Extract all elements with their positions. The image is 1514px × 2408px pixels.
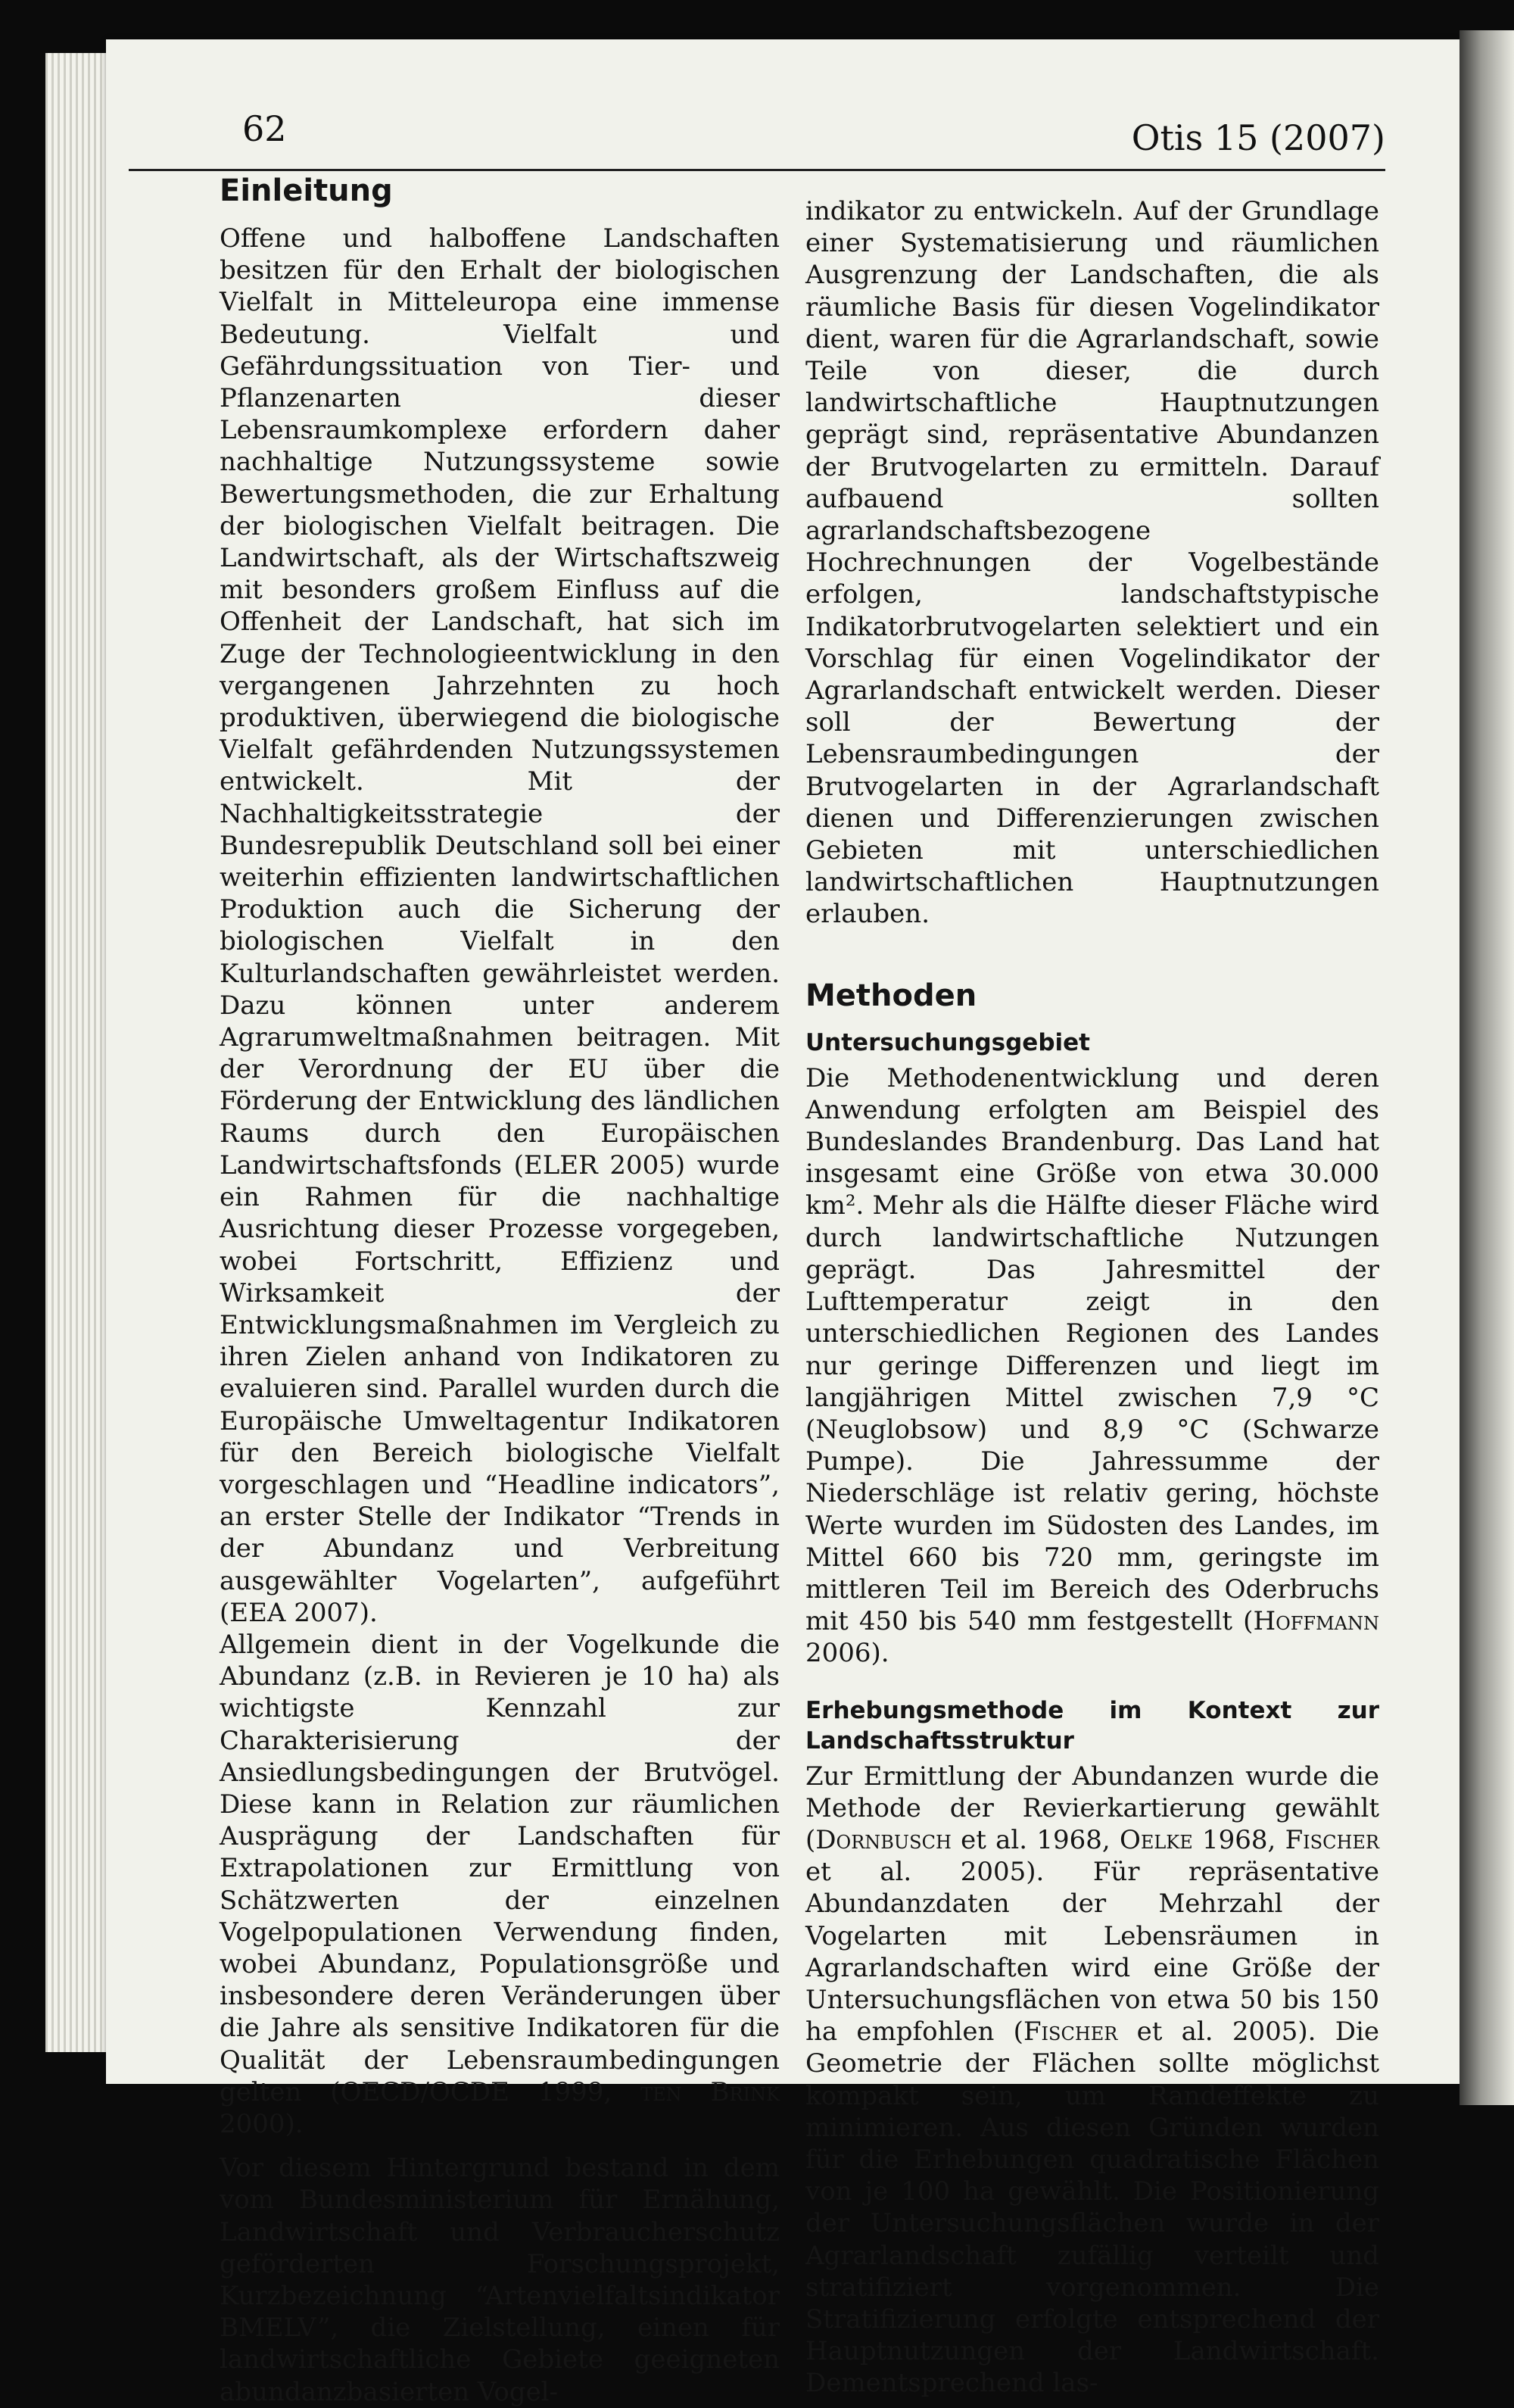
page-number: 62 bbox=[242, 108, 287, 149]
text-span: Zur Ermittlung der Abundanzen wurde die Methode der Revierkartierung gewählt ( bbox=[805, 1761, 1379, 1855]
text-span: 1968, bbox=[1192, 1824, 1285, 1855]
author-name: ten Brink bbox=[640, 2076, 780, 2107]
author-name: Fischer bbox=[1023, 2017, 1118, 2048]
heading-einleitung: Einleitung bbox=[220, 173, 393, 208]
journal-citation: Otis 15 (2007) bbox=[1131, 117, 1385, 158]
text-span: 2000). bbox=[220, 2108, 304, 2139]
paragraph-intro-2 bbox=[220, 1629, 780, 2140]
right-column bbox=[805, 195, 1379, 2400]
paragraph-continued: indikator zu entwickeln. Auf der Grundlage einer Systematisierung und räumlichen Ausgrenzung der Landschaften, die als räumliche Basis für diesen Vogelindikator dient, waren für die Agrarlandschaft, sowie Teile von dieser, die durch landwirtschaftliche Hauptnutzungen geprägt sind, repräsentative Abundanzen der Brutvogelarten zu ermitteln. Darauf aufbauend sollten agrarlandschaftsbezogene Hochrechnungen der Vogelbestände erfolgen, landschaftstypische Indikatorbrutvogelarten selektiert und ein Vorschlag für einen Vogelindikator der Agrarlandschaft entwickelt werden. Dieser soll der Bewertung der Lebensraumbedingungen der Brutvogelarten in der Agrarlandschaft dienen und Differenzierungen zwischen Gebieten mit unterschiedlichen landwirtschaftlichen Hauptnutzungen erlauben. bbox=[805, 196, 1379, 930]
text-span: et al. 2005). Die Geometrie der Flächen sollte möglichst kompakt sein, um Randeffekte zu minimieren. Aus diesen Gründen wurden für die Erhebungen quadratische Flächen von je 100 ha gewählt. Die Positionierung der Untersuchungsflächen wurde in der Agrarlandschaft zufällig verteilt und stratifiziert vorgenommen. Die Stratifizierung erfolgte entsprechend der Hauptnutzungen der Landwirtschaft. Dementsprechend las- bbox=[805, 2017, 1379, 2399]
text-span: Allgemein dient in der Vogelkunde die Abundanz (z.B. in Revieren je 10 ha) als wichtigste Kennzahl zur Charakterisierung der Ansiedlungsbedingungen der Brutvögel. Diese kann in Relation zur räumlichen Ausprägung der Landschaften für Extrapolationen zur Ermittlung von Schätzwerten der einzelnen Vogelpopulationen Verwendung finden, wobei Abundanz, Populationsgröße und insbesondere deren Veränderungen über die Jahre als sensitive Indikatoren für die Qualität der Lebensraumbedingungen gelten (OECD/OCDE 1999, bbox=[220, 1629, 780, 2107]
running-header bbox=[129, 102, 1385, 171]
text-span: Die Methodenentwicklung und deren Anwendung erfolgten am Beispiel des Bundeslandes Brandenburg. Das Land hat insgesamt eine Größe von etwa 30.000 km². Mehr als die Hälfte dieser Fläche wird durch landwirtschaftliche Nutzungen geprägt. Das Jahresmittel der Lufttemperatur zeigt in den unterschiedlichen Regionen des Landes nur geringe Differenzen und liegt im langjährigen Mittel zwischen 7,9 °C (Neuglobsow) und 8,9 °C (Schwarze Pumpe). Die Jahressumme der Niederschläge ist relativ gering, höchste Werte wurden im Südosten des Landes, im Mittel 660 bis 720 mm, geringste im mittleren Teil im Bereich des Oderbruchs mit 450 bis 540 mm festgestellt ( bbox=[805, 1062, 1379, 1637]
subheading-erhebungsmethode: Erhebungsmethode im Kontext zur Landschaftsstruktur bbox=[805, 1696, 1379, 1755]
text-span: et al. 1968, bbox=[951, 1824, 1120, 1855]
author-name: Oelke bbox=[1119, 1824, 1193, 1855]
heading-methoden: Methoden bbox=[805, 978, 977, 1013]
text-span: 2006). bbox=[805, 1638, 889, 1669]
paragraph-study-area bbox=[805, 1062, 1379, 1670]
author-name: Fischer bbox=[1285, 1824, 1379, 1855]
text-span: et al. 2005). Für repräsentative Abundanzdaten der Mehrzahl der Vogelarten mit Lebensräumen in Agrarlandschaften wird eine Größe der Untersuchungsflächen von etwa 50 bis 150 ha empfohlen ( bbox=[805, 1857, 1379, 2048]
book-spine bbox=[1459, 30, 1514, 2105]
subheading-untersuchungsgebiet: Untersuchungsgebiet bbox=[805, 1028, 1090, 1056]
left-column bbox=[220, 173, 780, 2408]
paragraph-intro-1: Offene und halboffene Landschaften besitzen für den Erhalt der biologischen Vielfalt in Mitteleuropa eine immense Bedeutung. Vielfalt und Gefährdungssituation von Tier- und Pflanzenarten dieser Lebensraumkomplexe erfordern daher nachhaltige Nutzungssysteme sowie Bewertungsmethoden, die zur Erhaltung der biologischen Vielfalt beitragen. Die Landwirtschaft, als der Wirtschaftszweig mit besonders großem Einfluss auf die Offenheit der Landschaft, hat sich im Zuge der Technologieentwicklung in den vergangenen Jahrzehnten zu hoch produktiven, überwiegend die biologische Vielfalt gefährdenden Nutzungssystemen entwickelt. Mit der Nachhaltigkeitsstrategie der Bundesrepublik Deutschland soll bei einer weiterhin effizienten landwirtschaftlichen Produktion auch die Sicherung der biologischen Vielfalt in den Kulturlandschaften gewährleistet werden. Dazu können unter anderem Agrarumweltmaßnahmen beitragen. Mit der Verordnung der EU über die Förderung der Entwicklung des ländlichen Raums durch den Europäischen Landwirtschaftsfonds (ELER 2005) wurde ein Rahmen für die nachhaltige Ausrichtung dieser Prozesse vorgegeben, wobei Fortschritt, Effizienz und Wirksamkeit der Entwicklungsmaßnahmen im Vergleich zu ihren Zielen anhand von Indikatoren zu evaluieren sind. Parallel wurden durch die Europäische Umweltagentur Indikatoren für den Bereich biologische Vielfalt vorgeschlagen und “Headline indicators”, an erster Stelle der Indikator “Trends in der Abundanz und Verbreitung ausgewählter Vogelarten”, aufgeführt (EEA 2007). bbox=[220, 223, 780, 1628]
paragraph-survey-method bbox=[805, 1761, 1379, 2400]
author-name: Hoffmann bbox=[1253, 1606, 1379, 1637]
author-name: Dornbusch bbox=[815, 1824, 952, 1855]
paragraph-intro-3: Vor diesem Hintergrund bestand in dem vom Bundesministerium für Ernähung, Landwirtschaft und Verbraucherschutz geförderten Forschungsprojekt, Kurzbezeichnung “Artenvielfaltsindikator BMELV”, die Zielstellung, einen für landwirtschaftliche Gebiete geeigneten abundanzbasierten Vogel- bbox=[220, 2153, 780, 2407]
